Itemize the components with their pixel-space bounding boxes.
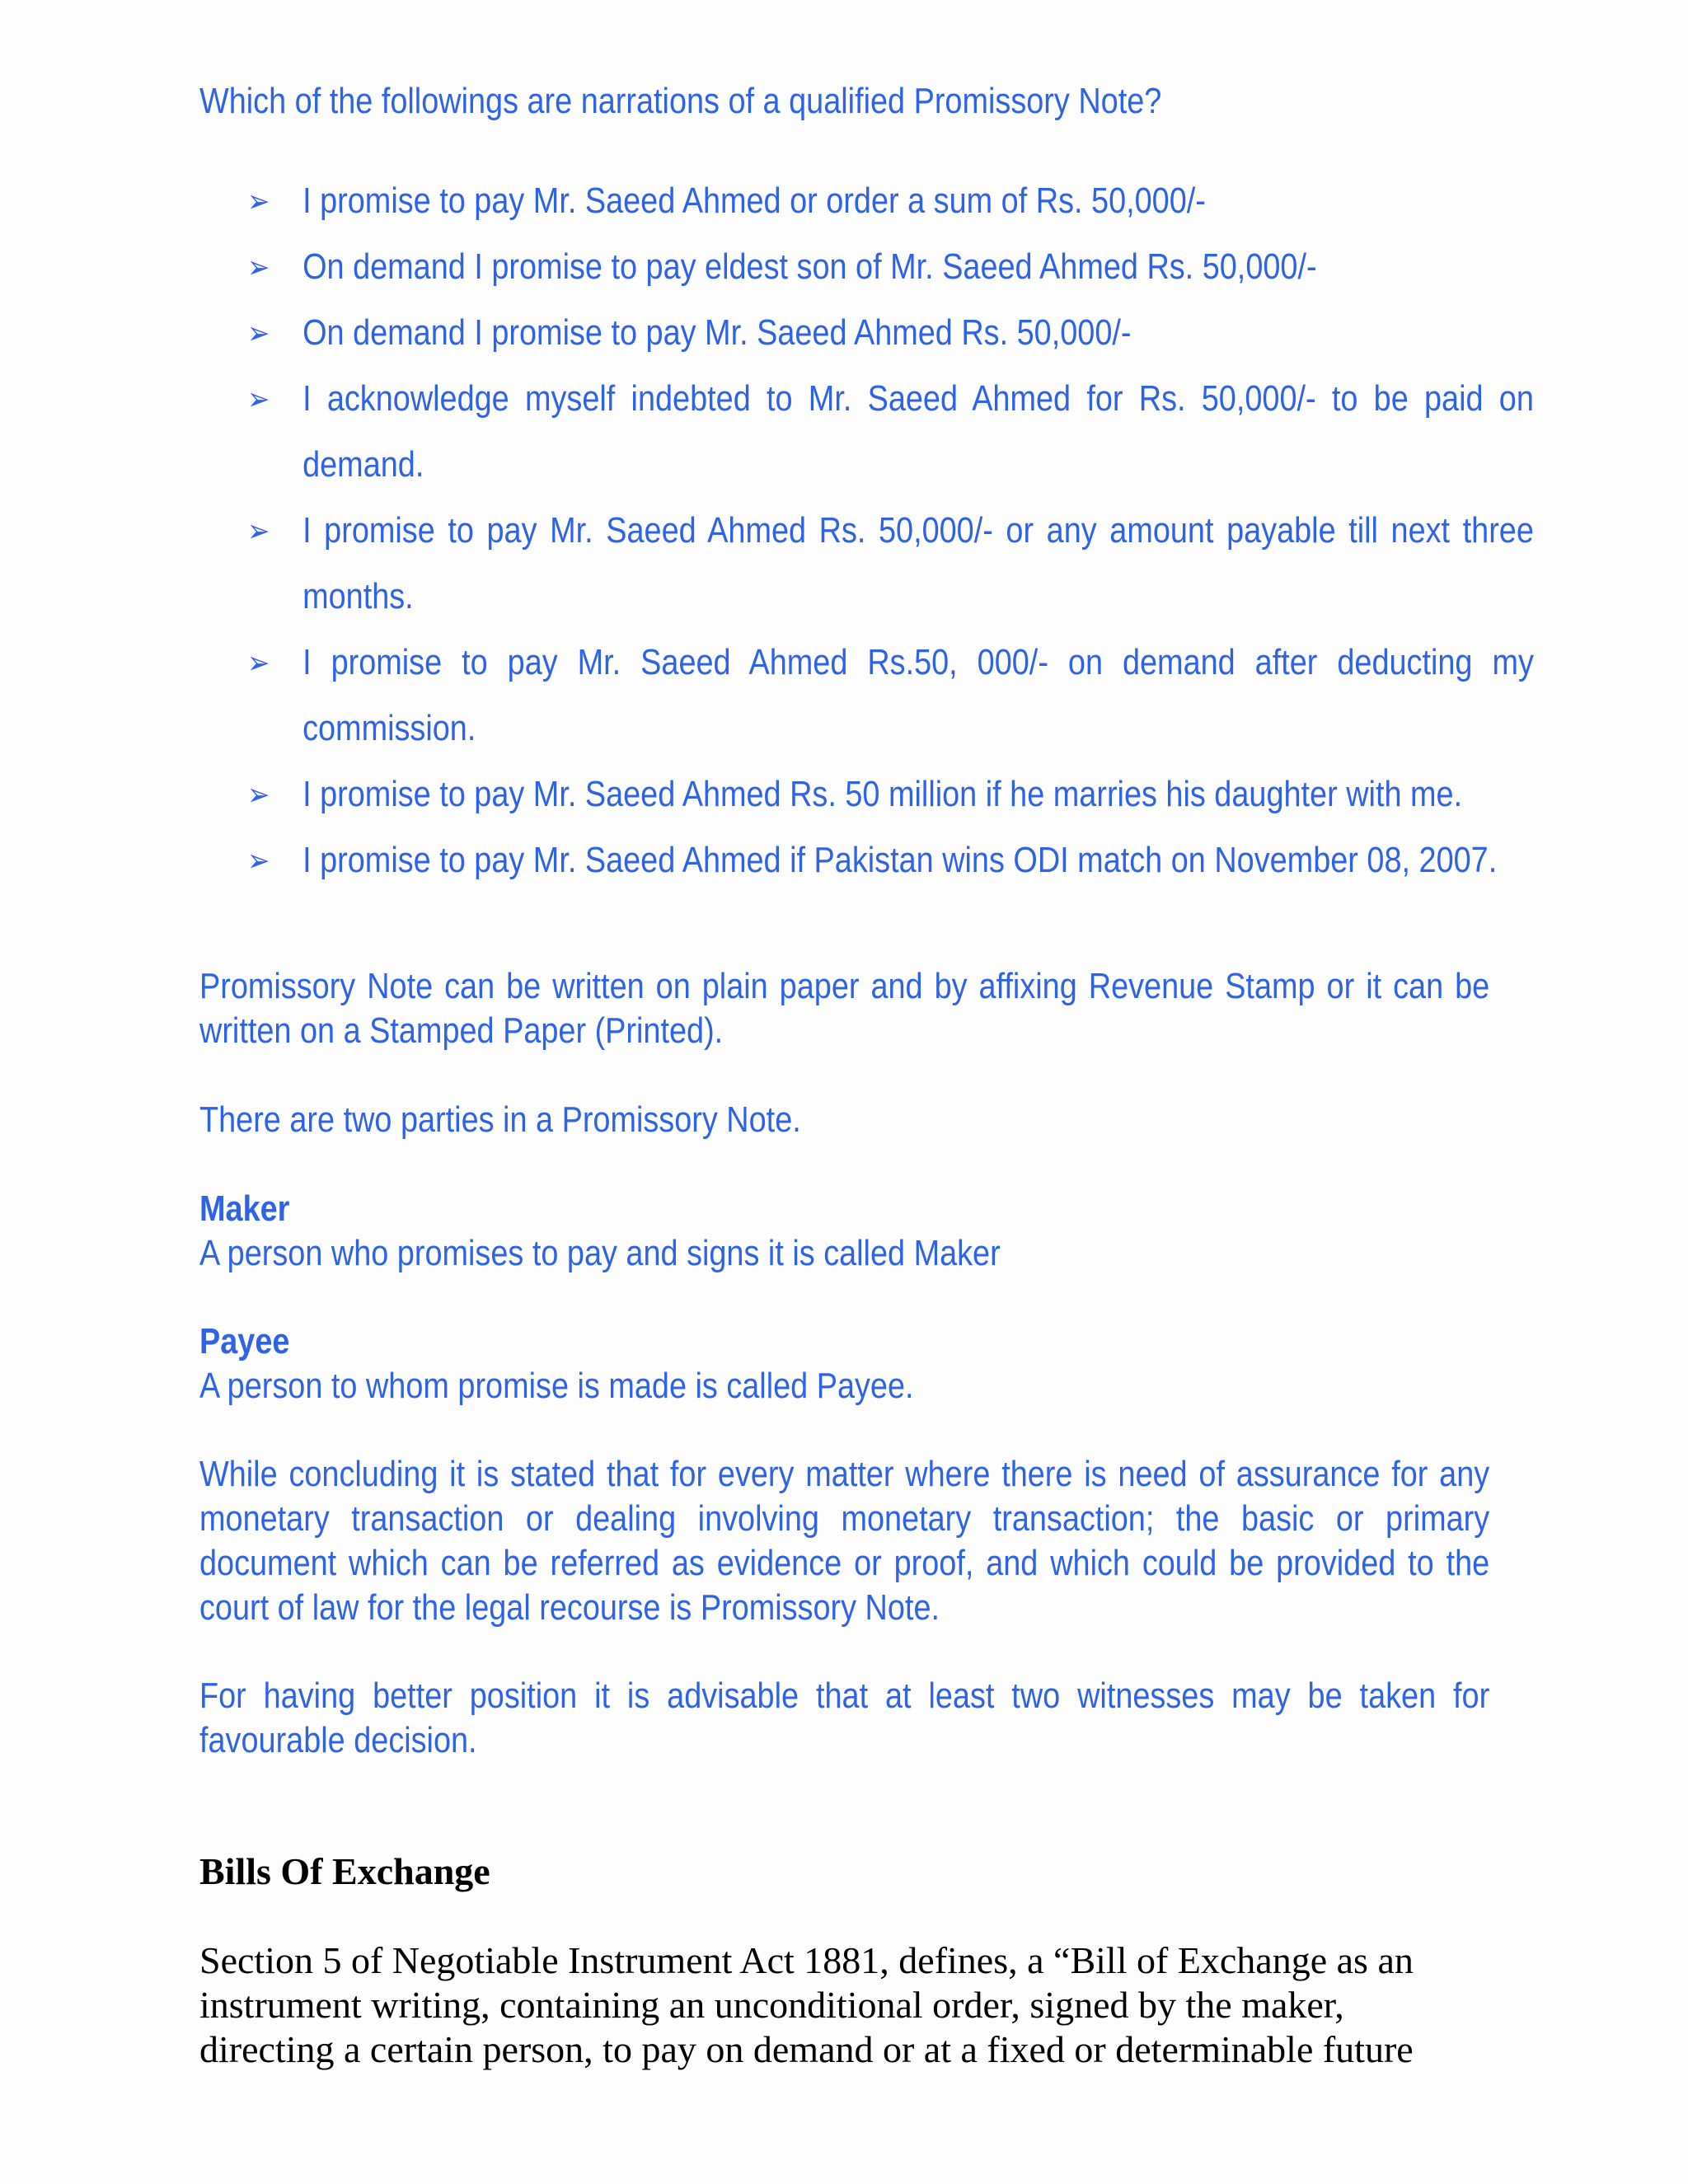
concluding-paragraph: While concluding it is stated that for every matter where there is need of assurance for any monetary transaction or dealing involving monetary transaction; the basic or primary document which can be referred as evidence or proof, and which could be provided to the court of law for the legal recourse is Promissory Note. (199, 1454, 1490, 1628)
list-item: ➢ I acknowledge myself indebted to Mr. Saeed Ahmed for Rs. 50,000/- to be paid on demand. (247, 366, 1534, 498)
arrow-bullet-icon: ➢ (247, 842, 270, 879)
payee-heading: Payee (199, 1321, 290, 1361)
arrow-bullet-icon: ➢ (247, 315, 270, 351)
list-item: ➢ On demand I promise to pay Mr. Saeed Ahmed Rs. 50,000/- (247, 300, 1534, 366)
arrow-bullet-icon: ➢ (247, 249, 270, 285)
arrow-bullet-icon: ➢ (247, 644, 270, 681)
bills-of-exchange-heading: Bills Of Exchange (199, 1850, 490, 1892)
arrow-bullet-icon: ➢ (247, 381, 270, 417)
arrow-bullet-icon: ➢ (247, 513, 270, 549)
list-item: ➢ I promise to pay Mr. Saeed Ahmed if Pakistan wins ODI match on November 08, 2007. (247, 827, 1534, 893)
bills-definition-line: instrument writing, containing an unconditional order, signed by the maker, (199, 1984, 1344, 2026)
stamp-paragraph: Promissory Note can be written on plain paper and by affixing Revenue Stamp or it can be written on a Stamped Paper (Printed). (199, 966, 1490, 1051)
question-heading: Which of the followings are narrations of a qualified Promissory Note? (199, 81, 1162, 121)
maker-heading: Maker (199, 1188, 290, 1229)
bills-definition-line: Section 5 of Negotiable Instrument Act 1881, defines, a “Bill of Exchange as an (199, 1939, 1414, 1981)
list-item: ➢ I promise to pay Mr. Saeed Ahmed Rs. 50 million if he marries his daughter with me. (247, 762, 1534, 827)
list-item: ➢ I promise to pay Mr. Saeed Ahmed or order a sum of Rs. 50,000/- (247, 168, 1534, 234)
list-item: ➢ I promise to pay Mr. Saeed Ahmed Rs.50, 000/- on demand after deducting my commission. (247, 630, 1534, 762)
arrow-bullet-icon: ➢ (247, 776, 270, 813)
maker-definition: A person who promises to pay and signs it is called Maker (199, 1233, 1001, 1273)
arrow-bullet-icon: ➢ (247, 183, 270, 219)
bills-definition-line: directing a certain person, to pay on demand or at a fixed or determinable future (199, 2028, 1414, 2070)
payee-definition: A person to whom promise is made is called Payee. (199, 1366, 914, 1406)
list-item: ➢ On demand I promise to pay eldest son of Mr. Saeed Ahmed Rs. 50,000/- (247, 234, 1534, 300)
parties-paragraph: There are two parties in a Promissory Note. (199, 1099, 801, 1140)
list-item: ➢ I promise to pay Mr. Saeed Ahmed Rs. 50,000/- or any amount payable till next three months. (247, 498, 1534, 630)
witnesses-paragraph: For having better position it is advisable that at least two witnesses may be taken for favourable decision. (199, 1675, 1490, 1760)
narration-list (247, 168, 1534, 893)
